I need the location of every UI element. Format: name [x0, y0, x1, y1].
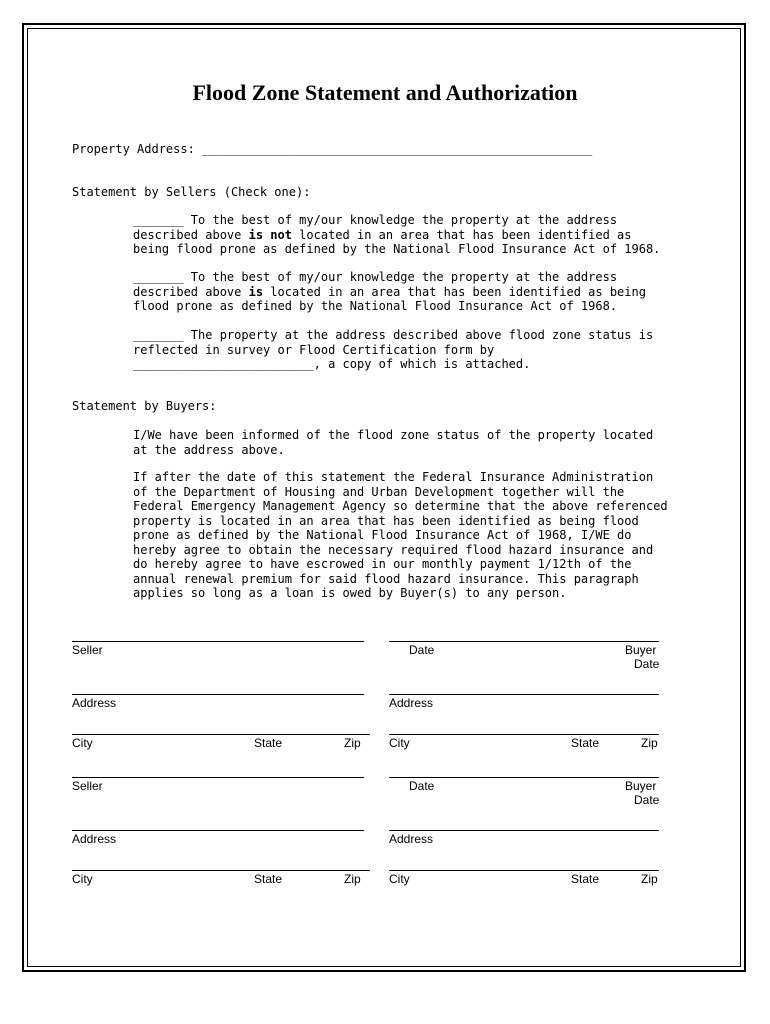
buyer-city-label-2: City	[389, 872, 410, 886]
seller-address-label: Address	[72, 696, 117, 710]
seller-option-1-line-2: described above is not located in an area that has been identified as	[133, 227, 632, 242]
buyer-signature-line-2[interactable]	[389, 777, 659, 778]
buyer-city-label: City	[389, 736, 410, 750]
seller-city-label-2: City	[72, 872, 93, 886]
seller-city-line[interactable]	[72, 734, 370, 735]
seller-label: Seller	[72, 643, 103, 657]
buyer-state-label: State	[571, 736, 600, 750]
seller-signature-line-2[interactable]	[72, 777, 364, 778]
property-address-field[interactable]: Property Address: ______________________________________________________	[72, 142, 593, 156]
seller-state-label: State	[254, 736, 283, 750]
seller-address-line[interactable]	[72, 694, 364, 695]
buyer-address-line-2[interactable]	[389, 830, 659, 831]
buyer-label-2: Buyer	[625, 779, 657, 793]
is-emphasis: is	[248, 284, 264, 299]
seller-option-3-line-3: _________________________, a copy of which is attached.	[133, 357, 531, 371]
buyer-date-label-2: Date	[634, 793, 660, 807]
seller-zip-label: Zip	[344, 736, 361, 750]
is-not-emphasis: is not	[248, 227, 292, 242]
document-title: Flood Zone Statement and Authorization	[192, 80, 578, 105]
seller-state-label-2: State	[254, 872, 283, 886]
buyer-zip-label: Zip	[641, 736, 658, 750]
buyer-state-label-2: State	[571, 872, 600, 886]
seller-label-2: Seller	[72, 779, 103, 793]
seller-address-label-2: Address	[72, 832, 117, 846]
seller-date-label: Date	[409, 643, 435, 657]
seller-signature-line[interactable]	[72, 641, 364, 642]
seller-city-label: City	[72, 736, 93, 750]
buyer-date-label: Date	[634, 657, 660, 671]
seller-option-2-line-3: flood prone as defined by the National Flood Insurance Act of 1968.	[133, 299, 618, 313]
seller-date-label-2: Date	[409, 779, 435, 793]
buyer-zip-label-2: Zip	[641, 872, 658, 886]
buyer-address-label: Address	[389, 696, 434, 710]
seller-city-line-2[interactable]	[72, 870, 370, 871]
seller-option-2-line-2: described above is located in an area that has been identified as being	[133, 284, 646, 299]
buyers-heading: Statement by Buyers:	[72, 399, 217, 413]
seller-option-3-line-2: reflected in survey or Flood Certification form by	[133, 342, 495, 357]
seller-option-1-line-1: _______ To the best of my/our knowledge the property at the address	[133, 213, 618, 227]
buyer-signature-line[interactable]	[389, 641, 659, 642]
buyer-label: Buyer	[625, 643, 657, 657]
buyer-address-label-2: Address	[389, 832, 434, 846]
seller-option-2-line-1: _______ To the best of my/our knowledge the property at the address	[133, 270, 618, 284]
buyer-address-line[interactable]	[389, 694, 659, 695]
buyer-city-line[interactable]	[389, 734, 659, 735]
seller-address-line-2[interactable]	[72, 830, 364, 831]
seller-option-3-line-1: _______ The property at the address described above flood zone status is	[133, 328, 654, 342]
seller-zip-label-2: Zip	[344, 872, 361, 886]
seller-option-1-line-3: being flood prone as defined by the National Flood Insurance Act of 1968.	[133, 242, 661, 256]
sellers-heading: Statement by Sellers (Check one):	[72, 185, 311, 199]
buyer-city-line-2[interactable]	[389, 870, 659, 871]
